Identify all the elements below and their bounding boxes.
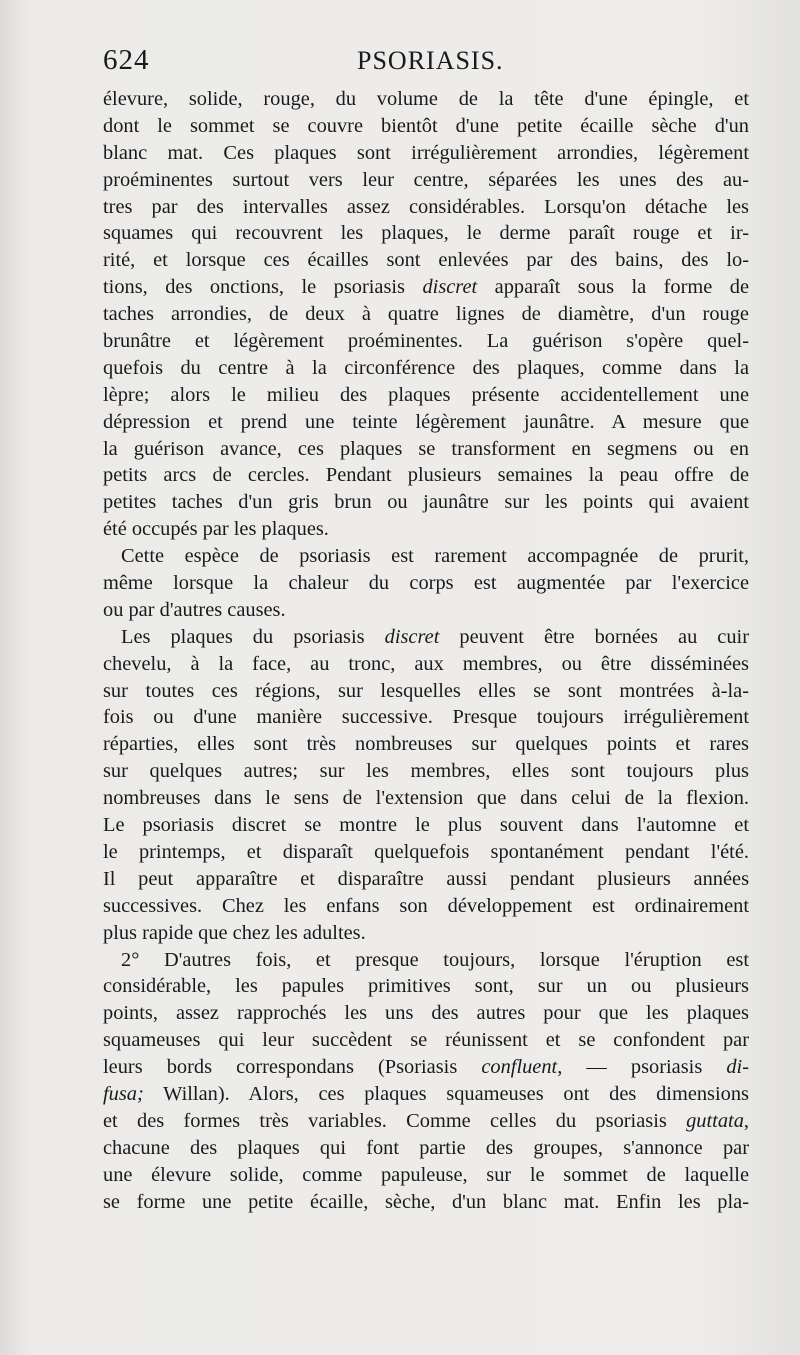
page-number: 624	[103, 44, 150, 76]
text-line: Le psoriasis discret se montre le plus souvent dans l'automne et	[103, 814, 749, 837]
text-line: une élevure solide, comme papuleuse, sur le sommet de laquelle	[103, 1163, 749, 1186]
text-line: proéminentes surtout vers leur centre, séparées les unes des au-	[103, 168, 749, 191]
text-line: petites taches d'un gris brun ou jaunâtre sur les points qui avaient	[103, 491, 749, 514]
page-header	[103, 44, 753, 84]
text-line: petits arcs de cercles. Pendant plusieurs semaines la peau offre de	[103, 464, 749, 487]
text-line: tions, des onctions, le psoriasis discret apparaît sous la forme de	[103, 276, 750, 299]
text-line: squameuses qui leur succèdent se réunissent et se confondent par	[103, 1029, 749, 1052]
text-line: Il peut apparaître et disparaître aussi pendant plusieurs années	[103, 867, 749, 890]
text-line: nombreuses dans le sens de l'extension que dans celui de la flexion.	[103, 787, 749, 810]
text-line: Les plaques du psoriasis discret peuvent être bornées au cuir	[121, 625, 749, 648]
text-line: même lorsque la chaleur du corps est augmentée par l'exercice	[103, 572, 749, 595]
running-title: PSORIASIS.	[357, 46, 504, 75]
text-line: Cette espèce de psoriasis est rarement accompagnée de prurit,	[121, 545, 749, 568]
text-line: rité, et lorsque ces écailles sont enlevées par des bains, des lo-	[103, 249, 749, 272]
text-line: sur toutes ces régions, sur lesquelles elles se sont montrées à-la-	[103, 679, 749, 702]
text-line: fusa; Willan). Alors, ces plaques squameuses ont des dimensions	[103, 1082, 749, 1105]
text-line: taches arrondies, de deux à quatre lignes de diamètre, d'un rouge	[103, 303, 749, 326]
body-text	[103, 86, 749, 1215]
text-line: points, assez rapprochés les uns des autres pour que les plaques	[103, 1002, 749, 1025]
text-line: 2° D'autres fois, et presque toujours, lorsque l'éruption est	[121, 948, 749, 971]
text-line: et des formes très variables. Comme celles du psoriasis guttata,	[103, 1109, 749, 1132]
text-line: la guérison avance, ces plaques se transforment en segmens ou en	[103, 437, 749, 460]
text-line: brunâtre et légèrement proéminentes. La guérison s'opère quel-	[103, 330, 749, 353]
text-line: fois ou d'une manière successive. Presque toujours irrégulièrement	[103, 706, 749, 729]
text-line: leurs bords correspondans (Psoriasis confluent, — psoriasis di-	[103, 1056, 749, 1079]
text-line: ou par d'autres causes.	[103, 598, 286, 621]
text-line: réparties, elles sont très nombreuses sur quelques points et rares	[103, 733, 749, 756]
text-line: successives. Chez les enfans son développement est ordinairement	[103, 894, 749, 917]
text-line: chacune des plaques qui font partie des groupes, s'annonce par	[103, 1136, 749, 1159]
text-line: se forme une petite écaille, sèche, d'un blanc mat. Enfin les pla-	[103, 1190, 749, 1213]
text-line: blanc mat. Ces plaques sont irrégulièrement arrondies, légèrement	[103, 141, 749, 164]
text-line: considérable, les papules primitives sont, sur un ou plusieurs	[103, 975, 749, 998]
text-line: lèpre; alors le milieu des plaques présente accidentellement une	[103, 383, 749, 406]
text-line: élevure, solide, rouge, du volume de la tête d'une épingle, et	[103, 88, 749, 110]
text-line: dépression et prend une teinte légèrement jaunâtre. A mesure que	[103, 410, 749, 433]
text-line: quefois du centre à la circonférence des plaques, comme dans la	[103, 356, 749, 379]
text-line: le printemps, et disparaît quelquefois spontanément pendant l'été.	[103, 840, 749, 863]
text-line: plus rapide que chez les adultes.	[103, 921, 366, 944]
text-line: été occupés par les plaques.	[103, 518, 329, 541]
text-line: tres par des intervalles assez considérables. Lorsqu'on détache les	[103, 195, 749, 218]
text-line: dont le sommet se couvre bientôt d'une petite écaille sèche d'un	[103, 114, 749, 137]
text-line: chevelu, à la face, au tronc, aux membres, ou être disséminées	[103, 652, 749, 675]
text-line: sur quelques autres; sur les membres, elles sont toujours plus	[103, 760, 749, 783]
text-line: squames qui recouvrent les plaques, le derme paraît rouge et ir-	[103, 222, 749, 245]
